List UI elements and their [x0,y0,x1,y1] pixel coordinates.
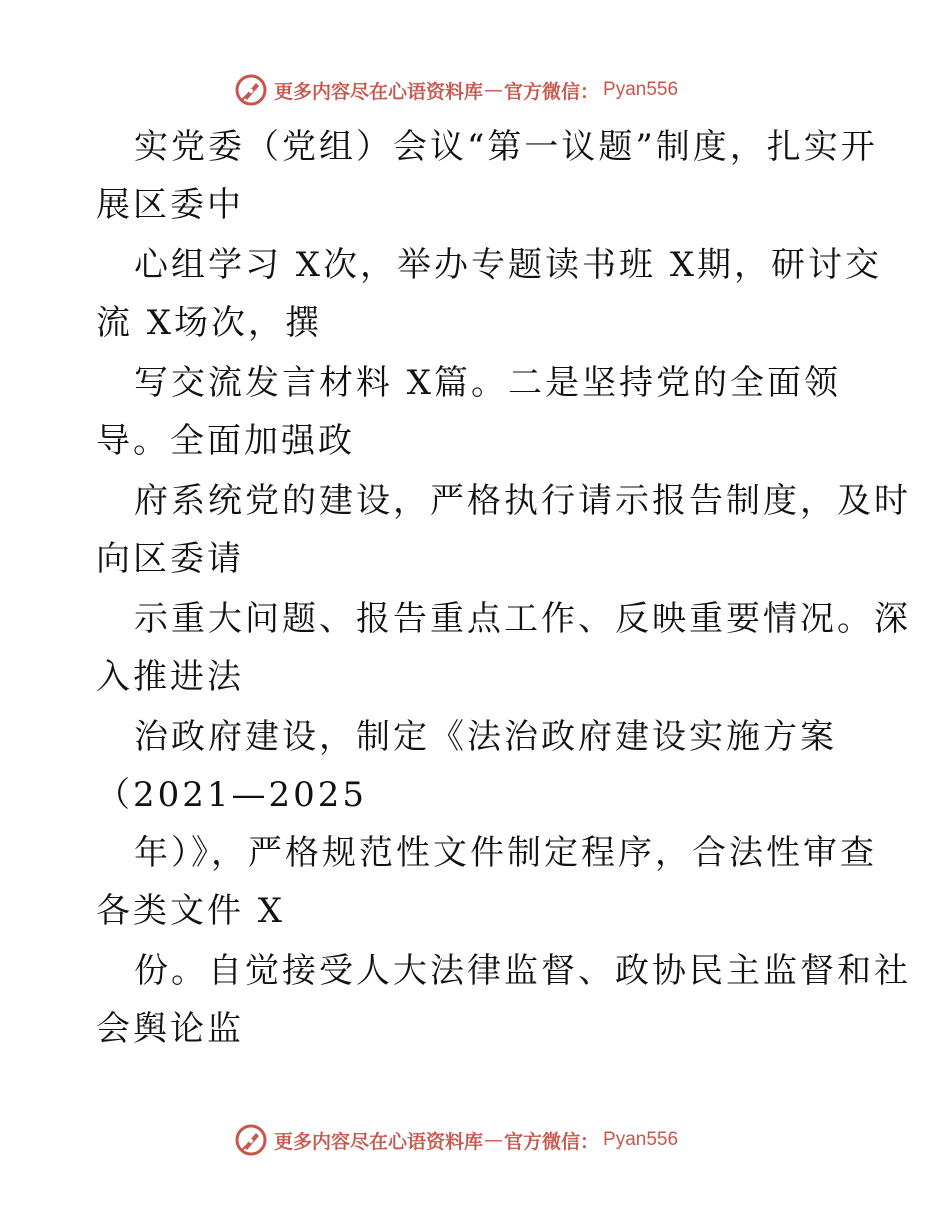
watermark-brand: 更多内容尽在心语资料库 [274,80,484,103]
body-line: 实党委（党组）会议“第一议题”制度，扎实开 [134,127,878,167]
body-line: 向区委请 [96,539,244,579]
watermark-wechat-id: Pyan556 [603,1129,679,1150]
pen-nib-logo-icon [234,1123,268,1157]
body-line: 写交流发言材料 X篇。二是坚持党的全面领 [134,363,842,403]
watermark-separator: — [484,79,504,101]
body-line: 示重大问题、报告重点工作、反映重要情况。深 [134,599,911,639]
pen-nib-logo-icon [234,73,268,107]
watermark-separator: — [484,1129,504,1151]
body-line: 入推进法 [96,657,244,697]
body-line: 流 X场次，撰 [96,303,323,343]
body-line: 展区委中 [96,185,244,225]
body-line: 年）》，严格规范性文件制定程序，合法性审查 [134,833,877,873]
body-line: 导。全面加强政 [96,421,355,461]
watermark-official-label: 官方微信： [504,1130,600,1153]
body-line: 份。自觉接受人大法律监督、政协民主监督和社 [134,951,911,991]
watermark-official-label: 官方微信： [504,80,600,103]
watermark-brand: 更多内容尽在心语资料库 [274,1130,484,1153]
body-line: 各类文件 X [96,891,286,931]
body-line: 会舆论监 [96,1009,244,1049]
watermark-wechat-id: Pyan556 [603,79,679,100]
body-line: 心组学习 X次，举办专题读书班 X期，研讨交 [134,245,883,285]
footer-watermark [234,1122,678,1158]
body-line: 治政府建设，制定《法治政府建设实施方案 [134,717,837,757]
body-line: （2021—2025 [96,775,368,815]
header-watermark [234,72,678,108]
body-line: 府系统党的建设，严格执行请示报告制度，及时 [134,481,911,521]
